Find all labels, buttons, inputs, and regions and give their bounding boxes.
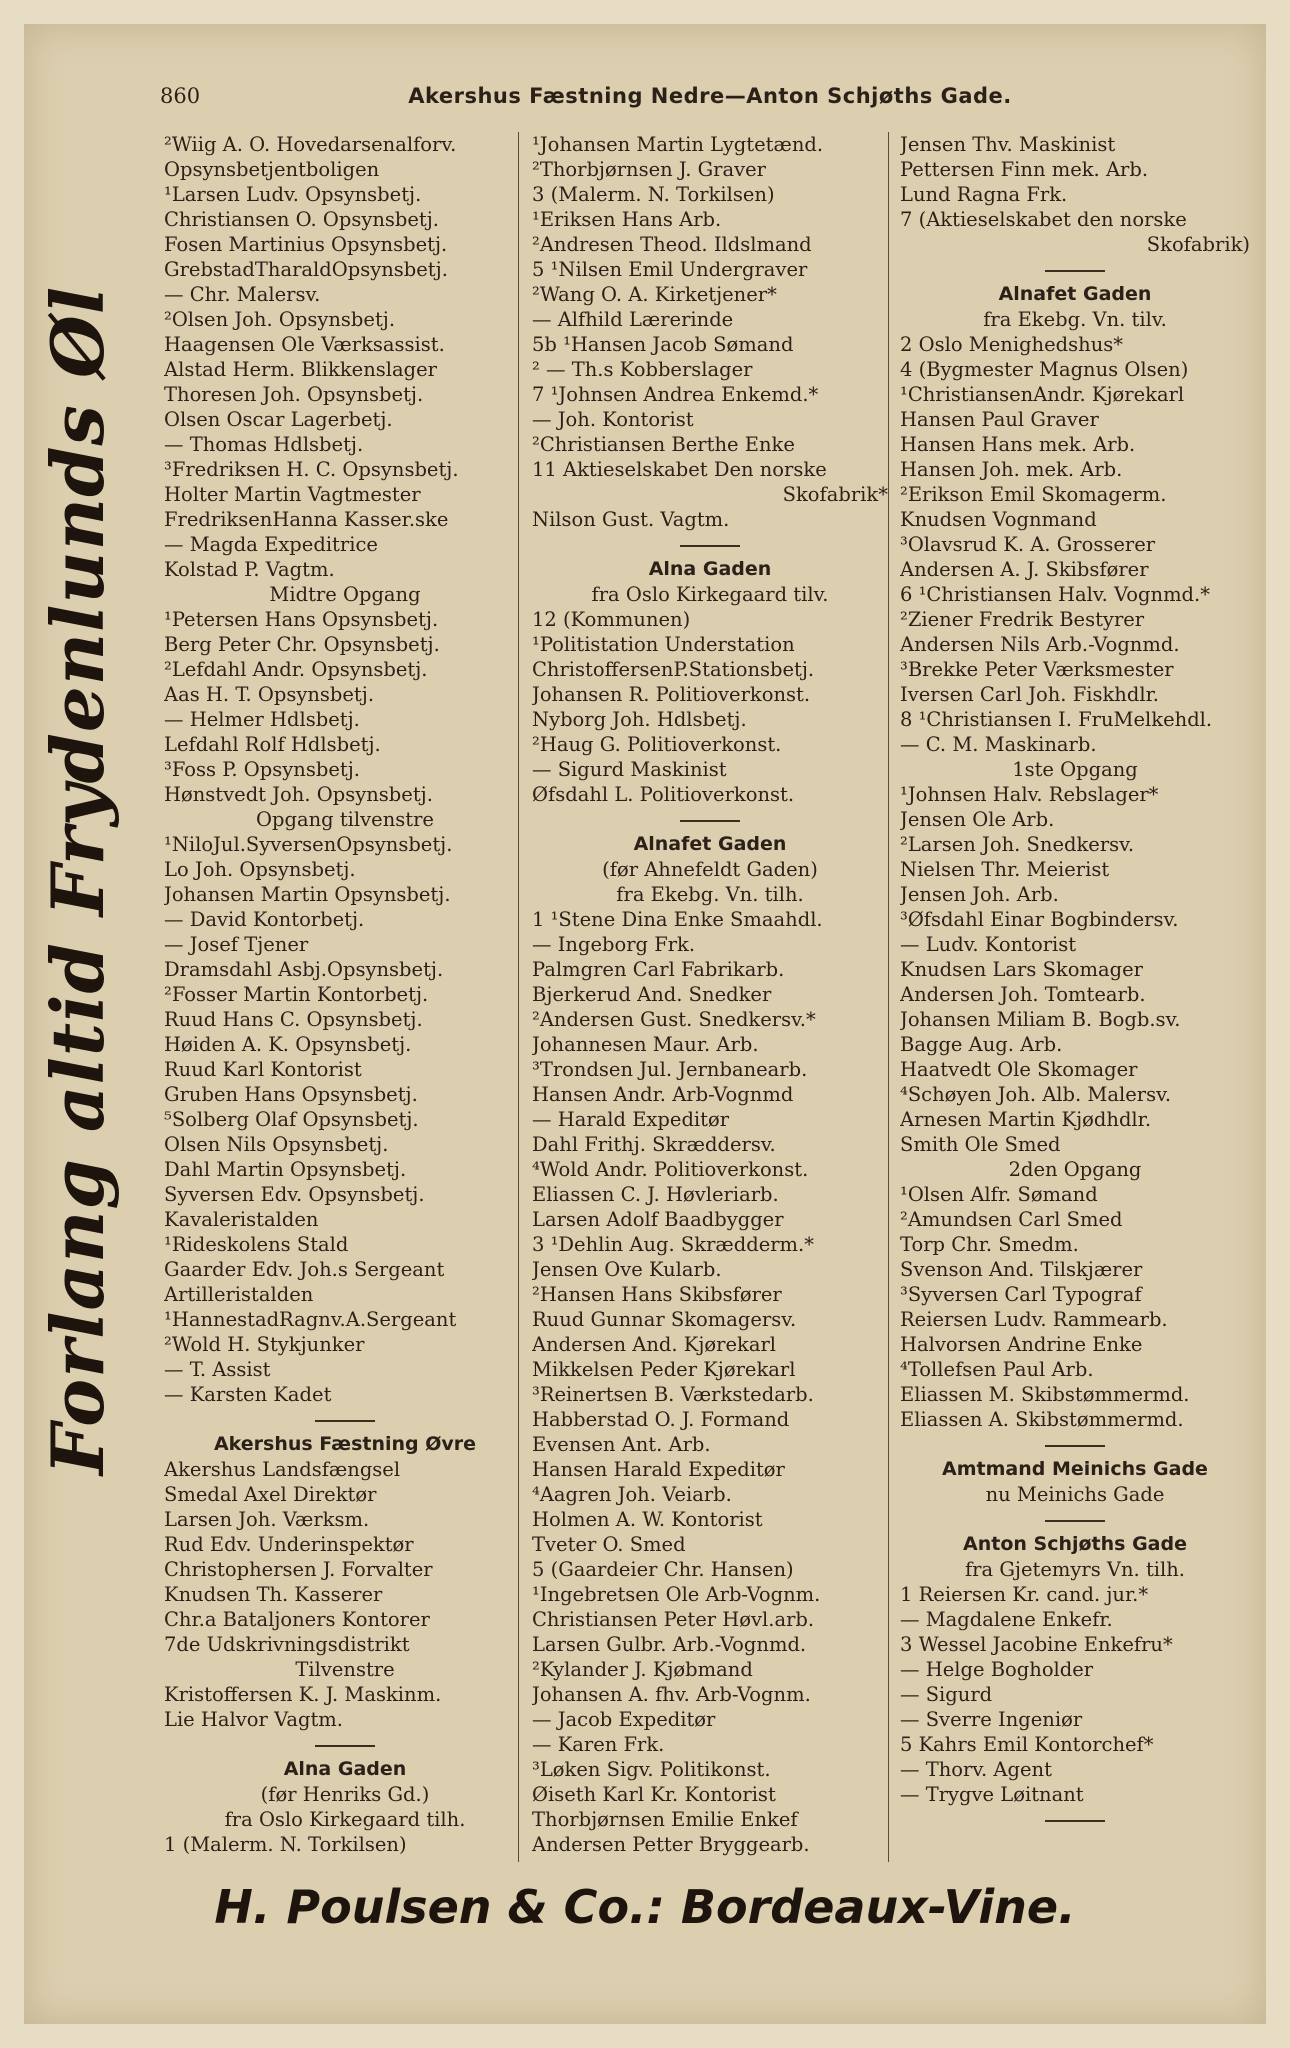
directory-entry: ¹Petersen Hans Opsynsbetj.: [164, 608, 439, 631]
page-header: [160, 84, 1260, 118]
directory-entry: Lie Halvor Vagtm.: [164, 1708, 343, 1731]
directory-entry: Johansen A. fhv. Arb-Vognm.: [532, 1683, 811, 1706]
directory-entry: ²Lefdahl Andr. Opsynsbetj.: [164, 658, 428, 681]
directory-entry: Artilleristalden: [164, 1283, 314, 1306]
street-heading: Akershus Fæstning Øvre: [213, 1433, 477, 1455]
directory-entry: 6 ¹Christiansen Halv. Vognmd.*: [900, 583, 1210, 606]
directory-entry: Syversen Edv. Opsynsbetj.: [164, 1183, 425, 1206]
directory-entry: ³Løken Sigv. Politikonst.: [532, 1758, 771, 1781]
directory-entry: Andersen Nils Arb.-Vognmd.: [900, 633, 1180, 656]
footer-advertisement: H. Poulsen & Co.: Bordeaux-Vine.: [214, 1880, 1076, 1934]
directory-entry: Arnesen Martin Kjødhdlr.: [900, 1108, 1152, 1131]
directory-entry: Johansen Martin Opsynsbetj.: [164, 883, 451, 906]
running-title: Akershus Fæstning Nedre—Anton Schjøths Gade.: [408, 84, 1012, 108]
directory-entry: 5b ¹Hansen Jacob Sømand: [532, 333, 794, 356]
directory-entry: 7de Udskrivningsdistrikt: [164, 1633, 410, 1656]
directory-entry: Lefdahl Rolf Hdlsbetj.: [164, 733, 381, 756]
directory-entry: ² — Th.s Kobberslager: [532, 358, 753, 381]
section-separator: [532, 532, 888, 557]
directory-entry: ¹Politistation Understation: [532, 633, 795, 656]
directory-entry: Hansen Harald Expeditør: [532, 1458, 785, 1481]
page-number: 860: [160, 84, 201, 108]
directory-entry: 1ste Opgang: [1012, 758, 1138, 781]
directory-column-2: [532, 132, 888, 1857]
directory-entry: Andersen Joh. Tomtearb.: [900, 983, 1146, 1006]
directory-entry: ²Amundsen Carl Smed: [900, 1208, 1123, 1231]
directory-entry: — David Kontorbetj.: [164, 908, 365, 931]
directory-entry: Dahl Frithj. Skræddersv.: [532, 1133, 776, 1156]
directory-entry: Hønstvedt Joh. Opsynsbetj.: [164, 783, 433, 806]
directory-entry: ²Erikson Emil Skomagerm.: [900, 483, 1167, 506]
directory-entry: ¹Johansen Martin Lygtetænd.: [532, 133, 824, 156]
directory-entry: Nilson Gust. Vagtm.: [532, 508, 730, 531]
directory-entry: Gruben Hans Opsynsbetj.: [164, 1083, 418, 1106]
directory-entry: fra Ekebg. Vn. tilv.: [983, 308, 1167, 331]
directory-entry: — Trygve Løitnant: [900, 1783, 1084, 1806]
directory-entry: Skofabrik): [1146, 233, 1250, 256]
directory-entry: Nyborg Joh. Hdlsbetj.: [532, 708, 747, 731]
directory-entry: 1 (Malerm. N. Torkilsen): [164, 1833, 407, 1856]
directory-entry: Eliassen M. Skibstømmermd.: [900, 1383, 1190, 1406]
directory-entry: 7 (Aktieselskabet den norske: [900, 208, 1187, 231]
directory-entry: 8 ¹Christiansen I. FruMelkehdl.: [900, 708, 1213, 731]
directory-entry: Opsynsbetjentboligen: [164, 158, 380, 181]
directory-entry: fra Oslo Kirkegaard tilv.: [591, 583, 829, 606]
directory-entry: Knudsen Vognmand: [900, 508, 1097, 531]
directory-entry: Johannesen Maur. Arb.: [532, 1033, 759, 1056]
directory-entry: Opgang tilvenstre: [256, 808, 434, 831]
directory-entry: Gaarder Edv. Joh.s Sergeant: [164, 1258, 445, 1281]
directory-entry: Haatvedt Ole Skomager: [900, 1058, 1138, 1081]
directory-entry: ³Olavsrud K. A. Grosserer: [900, 533, 1156, 556]
directory-entry: ChristoffersenP.Stationsbetj.: [532, 658, 815, 681]
directory-entry: nu Meinichs Gade: [985, 1483, 1165, 1506]
section-separator: [900, 1507, 1250, 1532]
directory-entry: Holmen A. W. Kontorist: [532, 1508, 763, 1531]
directory-entry: Andersen A. J. Skibsfører: [900, 558, 1149, 581]
directory-entry: Evensen Ant. Arb.: [532, 1433, 711, 1456]
directory-entry: Larsen Joh. Værksm.: [164, 1508, 370, 1531]
directory-entry: 5 Kahrs Emil Kontorchef*: [900, 1733, 1154, 1756]
directory-entry: Jensen Joh. Arb.: [900, 883, 1059, 906]
directory-entry: ²Andresen Theod. Ildslmand: [532, 233, 812, 256]
directory-entry: Berg Peter Chr. Opsynsbetj.: [164, 633, 440, 656]
directory-entry: fra Gjetemyrs Vn. tilh.: [964, 1558, 1186, 1581]
directory-entry: Hansen Paul Graver: [900, 408, 1099, 431]
directory-entry: 3 Wessel Jacobine Enkefru*: [900, 1633, 1173, 1656]
section-separator: [532, 807, 888, 832]
directory-entry: — Helmer Hdlsbetj.: [164, 708, 360, 731]
directory-entry: Svenson And. Tilskjærer: [900, 1258, 1143, 1281]
directory-entry: Rud Edv. Underinspektør: [164, 1533, 414, 1556]
directory-entry: Kavaleristalden: [164, 1208, 319, 1231]
directory-entry: Christiansen O. Opsynsbetj.: [164, 208, 440, 231]
directory-entry: Lund Ragna Frk.: [900, 183, 1068, 206]
directory-entry: Jensen Ole Arb.: [900, 808, 1055, 831]
directory-entry: Nielsen Thr. Meierist: [900, 858, 1110, 881]
directory-entry: Ruud Hans C. Opsynsbetj.: [164, 1008, 423, 1031]
directory-entry: 2den Opgang: [1008, 1158, 1142, 1181]
directory-entry: ²Thorbjørnsen J. Graver: [532, 158, 766, 181]
directory-entry: ²Fosser Martin Kontorbetj.: [164, 983, 429, 1006]
directory-entry: Smedal Axel Direktør: [164, 1483, 377, 1506]
directory-entry: Christiansen Peter Høvl.arb.: [532, 1608, 815, 1631]
directory-entry: ¹ChristiansenAndr. Kjørekarl: [900, 383, 1185, 406]
directory-entry: ²Larsen Joh. Snedkersv.: [900, 833, 1135, 856]
directory-entry: 12 (Kommunen): [532, 608, 691, 631]
directory-entry: Pettersen Finn mek. Arb.: [900, 158, 1149, 181]
column-divider: [888, 132, 889, 1862]
directory-entry: ¹Eriksen Hans Arb.: [532, 208, 722, 231]
directory-entry: Olsen Oscar Lagerbetj.: [164, 408, 393, 431]
directory-entry: — Karen Frk.: [532, 1733, 665, 1756]
directory-entry: Jensen Ove Kularb.: [532, 1258, 722, 1281]
section-separator: [900, 1432, 1250, 1457]
directory-entry: Torp Chr. Smedm.: [900, 1233, 1079, 1256]
directory-entry: ²Kylander J. Kjøbmand: [532, 1658, 753, 1681]
directory-entry: Andersen And. Kjørekarl: [532, 1333, 777, 1356]
section-separator: [164, 1407, 526, 1432]
directory-entry: Kolstad P. Vagtm.: [164, 558, 335, 581]
directory-entry: ¹NiloJul.SyversenOpsynsbetj.: [164, 833, 453, 856]
sidebar-ad-text: Forlang altid Frydenlunds Øl: [35, 285, 120, 1475]
directory-entry: ²Wiig A. O. Hovedarsenalforv.: [164, 133, 457, 156]
directory-column-1: [164, 132, 526, 1857]
directory-entry: — Magda Expeditrice: [164, 533, 378, 556]
directory-entry: — Josef Tjener: [164, 933, 309, 956]
directory-entry: — Sverre Ingeniør: [900, 1708, 1083, 1731]
directory-entry: Hansen Andr. Arb-Vognmd: [532, 1083, 794, 1106]
directory-entry: Ruud Gunnar Skomagersv.: [532, 1308, 797, 1331]
directory-entry: fra Oslo Kirkegaard tilh.: [224, 1808, 466, 1831]
directory-entry: — Helge Bogholder: [900, 1658, 1094, 1681]
directory-entry: ¹HannestadRagnv.A.Sergeant: [164, 1308, 457, 1331]
directory-entry: Kristoffersen K. J. Maskinm.: [164, 1683, 442, 1706]
directory-entry: — Thomas Hdlsbetj.: [164, 433, 364, 456]
street-heading: Alna Gaden: [283, 1758, 407, 1780]
directory-entry: Ruud Karl Kontorist: [164, 1058, 362, 1081]
directory-column-3: [900, 132, 1250, 1832]
directory-entry: Iversen Carl Joh. Fiskhdlr.: [900, 683, 1159, 706]
directory-entry: — C. M. Maskinarb.: [900, 733, 1097, 756]
directory-entry: Lo Joh. Opsynsbetj.: [164, 858, 356, 881]
directory-entry: Knudsen Lars Skomager: [900, 958, 1143, 981]
directory-entry: Høiden A. K. Opsynsbetj.: [164, 1033, 412, 1056]
directory-entry: 3 (Malerm. N. Torkilsen): [532, 183, 775, 206]
directory-entry: — Ingeborg Frk.: [532, 933, 696, 956]
directory-entry: Olsen Nils Opsynsbetj.: [164, 1133, 389, 1156]
directory-entry: — Harald Expeditør: [532, 1108, 730, 1131]
directory-entry: 7 ¹Johnsen Andrea Enkemd.*: [532, 383, 819, 406]
directory-entry: ³Øfsdahl Einar Bogbindersv.: [900, 908, 1179, 931]
directory-entry: 5 (Gaardeier Chr. Hansen): [532, 1558, 794, 1581]
section-separator: [900, 1807, 1250, 1832]
directory-entry: Eliassen A. Skibstømmermd.: [900, 1408, 1184, 1431]
directory-entry: ¹Ingebretsen Ole Arb-Vognm.: [532, 1583, 821, 1606]
section-separator: [900, 257, 1250, 282]
directory-entry: ¹Larsen Ludv. Opsynsbetj.: [164, 183, 422, 206]
directory-entry: ³Fredriksen H. C. Opsynsbetj.: [164, 458, 459, 481]
directory-entry: ²Andersen Gust. Snedkersv.*: [532, 1008, 816, 1031]
directory-entry: ²Ziener Fredrik Bestyrer: [900, 608, 1145, 631]
street-heading: Amtmand Meinichs Gade: [942, 1458, 1208, 1480]
directory-entry: Halvorsen Andrine Enke: [900, 1333, 1143, 1356]
directory-entry: — Sigurd Maskinist: [532, 758, 727, 781]
directory-entry: Alstad Herm. Blikkenslager: [164, 358, 437, 381]
directory-entry: Knudsen Th. Kasserer: [164, 1583, 383, 1606]
directory-entry: ²Wold H. Stykjunker: [164, 1333, 365, 1356]
directory-entry: Habberstad O. J. Formand: [532, 1408, 790, 1431]
directory-entry: ⁴Aagren Joh. Veiarb.: [532, 1483, 732, 1506]
directory-entry: ²Olsen Joh. Opsynsbetj.: [164, 308, 396, 331]
directory-entry: Bagge Aug. Arb.: [900, 1033, 1063, 1056]
directory-entry: — Ludv. Kontorist: [900, 933, 1077, 956]
directory-entry: Mikkelsen Peder Kjørekarl: [532, 1358, 796, 1381]
directory-entry: 1 ¹Stene Dina Enke Smaahdl.: [532, 908, 823, 931]
directory-entry: Holter Martin Vagtmester: [164, 483, 421, 506]
directory-entry: Haagensen Ole Værksassist.: [164, 333, 445, 356]
directory-entry: (før Henriks Gd.): [260, 1783, 430, 1806]
directory-entry: Fosen Martinius Opsynsbetj.: [164, 233, 448, 256]
directory-entry: — Jacob Expeditør: [532, 1708, 716, 1731]
directory-entry: Tilvenstre: [295, 1658, 395, 1681]
directory-entry: 4 (Bygmester Magnus Olsen): [900, 358, 1189, 381]
directory-entry: fra Ekebg. Vn. tilh.: [616, 883, 804, 906]
directory-entry: Smith Ole Smed: [900, 1133, 1061, 1156]
directory-entry: Dramsdahl Asbj.Opsynsbetj.: [164, 958, 444, 981]
section-separator: [164, 1732, 526, 1757]
street-heading: Alnafet Gaden: [633, 833, 787, 855]
directory-entry: Larsen Adolf Baadbygger: [532, 1208, 784, 1231]
directory-entry: Bjerkerud And. Snedker: [532, 983, 772, 1006]
directory-entry: ⁴Schøyen Joh. Alb. Malersv.: [900, 1083, 1172, 1106]
street-heading: Alnafet Gaden: [998, 283, 1152, 305]
directory-entry: Thorbjørnsen Emilie Enkef: [532, 1808, 798, 1831]
directory-entry: ⁴Wold Andr. Politioverkonst.: [532, 1158, 809, 1181]
directory-entry: Hansen Joh. mek. Arb.: [900, 458, 1123, 481]
directory-entry: ⁵Solberg Olaf Opsynsbetj.: [164, 1108, 419, 1131]
directory-entry: Christophersen J. Forvalter: [164, 1558, 433, 1581]
directory-entry: ¹Rideskolens Stald: [164, 1233, 349, 1256]
directory-entry: Tveter O. Smed: [532, 1533, 686, 1556]
street-heading: Alna Gaden: [648, 558, 772, 580]
directory-entry: Palmgren Carl Fabrikarb.: [532, 958, 785, 981]
directory-entry: ²Haug G. Politioverkonst.: [532, 733, 782, 756]
directory-entry: ⁴Tollefsen Paul Arb.: [900, 1358, 1094, 1381]
directory-entry: Aas H. T. Opsynsbetj.: [164, 683, 375, 706]
directory-entry: ²Wang O. A. Kirketjener*: [532, 283, 777, 306]
directory-entry: ³Foss P. Opsynsbetj.: [164, 758, 360, 781]
directory-entry: Chr.a Bataljoners Kontorer: [164, 1608, 430, 1631]
street-heading: Anton Schjøths Gade: [963, 1533, 1187, 1555]
directory-entry: Larsen Gulbr. Arb.-Vognmd.: [532, 1633, 807, 1656]
directory-entry: ¹Johnsen Halv. Rebslager*: [900, 783, 1159, 806]
directory-entry: 11 Aktieselskabet Den norske: [532, 458, 827, 481]
directory-entry: FredriksenHanna Kasser.ske: [164, 508, 449, 531]
directory-entry: Andersen Petter Bryggearb.: [532, 1833, 810, 1856]
directory-entry: GrebstadTharaldOpsynsbetj.: [164, 258, 448, 281]
directory-entry: 2 Oslo Menighedshus*: [900, 333, 1124, 356]
directory-entry: — Sigurd: [900, 1683, 993, 1706]
directory-entry: ³Trondsen Jul. Jernbanearb.: [532, 1058, 808, 1081]
directory-entry: — Magdalene Enkefr.: [900, 1608, 1113, 1631]
directory-entry: Johansen Miliam B. Bogb.sv.: [900, 1008, 1181, 1031]
directory-entry: ²Hansen Hans Skibsfører: [532, 1283, 782, 1306]
directory-entry: Akershus Landsfængsel: [164, 1458, 401, 1481]
sidebar-advertisement: [30, 285, 180, 1500]
directory-entry: ²Christiansen Berthe Enke: [532, 433, 795, 456]
directory-entry: ¹Olsen Alfr. Sømand: [900, 1183, 1098, 1206]
directory-entry: Eliassen C. J. Høvleriarb.: [532, 1183, 779, 1206]
directory-entry: ³Brekke Peter Værksmester: [900, 658, 1174, 681]
directory-entry: ³Syversen Carl Typograf: [900, 1283, 1142, 1306]
directory-entry: Thoresen Joh. Opsynsbetj.: [164, 383, 424, 406]
directory-entry: (før Ahnefeldt Gaden): [602, 858, 818, 881]
directory-entry: Dahl Martin Opsynsbetj.: [164, 1158, 407, 1181]
directory-entry: — Karsten Kadet: [164, 1383, 332, 1406]
directory-entry: 5 ¹Nilsen Emil Undergraver: [532, 258, 808, 281]
directory-entry: 1 Reiersen Kr. cand. jur.*: [900, 1583, 1149, 1606]
directory-entry: Øiseth Karl Kr. Kontorist: [532, 1783, 776, 1806]
directory-entry: 3 ¹Dehlin Aug. Skrædderm.*: [532, 1233, 814, 1256]
directory-entry: — Chr. Malersv.: [164, 283, 321, 306]
directory-entry: Hansen Hans mek. Arb.: [900, 433, 1136, 456]
directory-entry: — Thorv. Agent: [900, 1758, 1052, 1781]
directory-entry: ³Reinertsen B. Værkstedarb.: [532, 1383, 814, 1406]
directory-entry: — T. Assist: [164, 1358, 271, 1381]
directory-entry: Reiersen Ludv. Rammearb.: [900, 1308, 1168, 1331]
directory-entry: — Alfhild Lærerinde: [532, 308, 734, 331]
directory-entry: Jensen Thv. Maskinist: [900, 133, 1116, 156]
directory-entry: — Joh. Kontorist: [532, 408, 694, 431]
directory-entry: Johansen R. Politioverkonst.: [532, 683, 811, 706]
directory-entry: Skofabrik*: [782, 483, 888, 506]
directory-entry: Øfsdahl L. Politioverkonst.: [532, 783, 795, 806]
directory-entry: Midtre Opgang: [269, 583, 421, 606]
